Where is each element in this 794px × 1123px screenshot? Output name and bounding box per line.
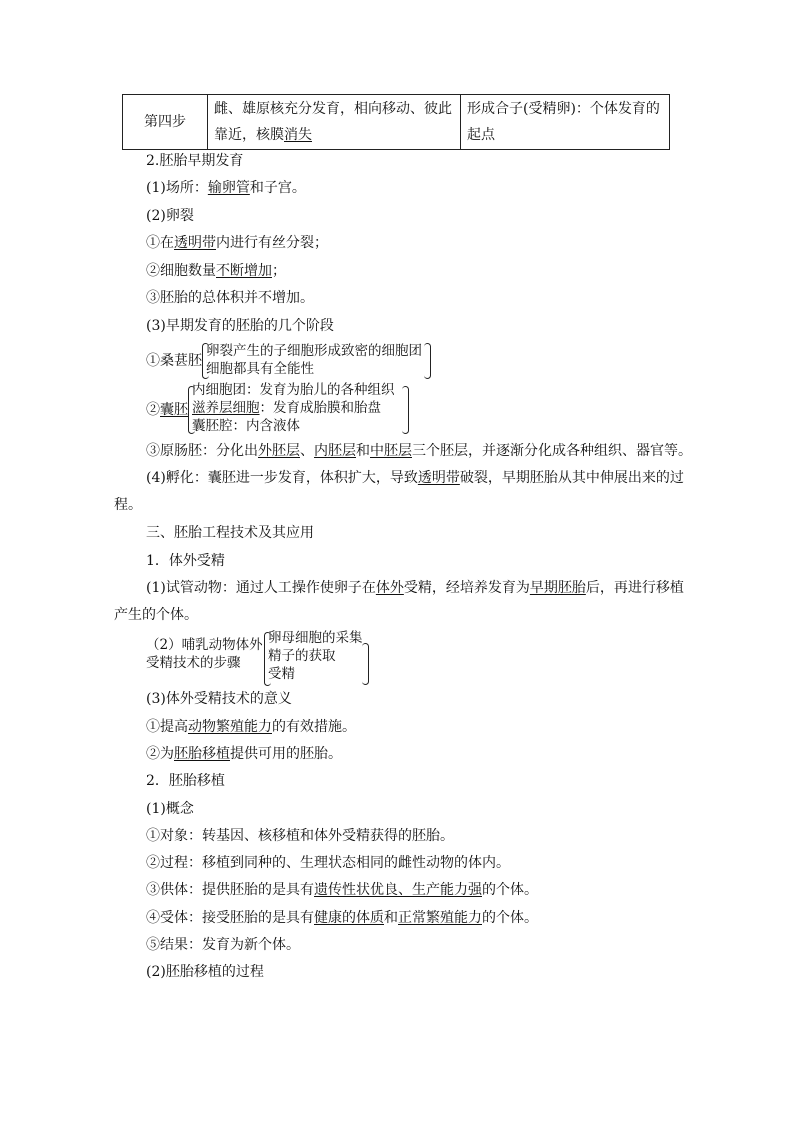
- paragraph: 产生的个体。: [114, 607, 198, 623]
- blastocyst-item: 囊胚腔：内含液体: [192, 418, 300, 434]
- section-title: 三、胚胎工程技术及其应用: [146, 525, 314, 541]
- subsection-title: 2．胚胎移植: [146, 773, 225, 789]
- subsection-title: 1．体外受精: [146, 553, 225, 569]
- paragraph: (2)卵裂: [146, 208, 194, 224]
- steps-item: 受精: [268, 666, 295, 682]
- paragraph: (4)孵化：囊胚进一步发育，体积扩大，导致透明带破裂，早期胚胎从其中伸展出来的过: [146, 470, 684, 486]
- paragraph: ②为胚胎移植提供可用的胚胎。: [146, 746, 342, 762]
- blastocyst-item: 滋养层细胞：发育成胎膜和胎盘: [192, 400, 381, 416]
- paragraph: ①对象：转基因、核移植和体外受精获得的胚胎。: [146, 828, 454, 844]
- paragraph: ②细胞数量不断增加；: [146, 263, 286, 279]
- paragraph: (3)早期发育的胚胎的几个阶段: [146, 318, 334, 334]
- paragraph: (1)概念: [146, 801, 194, 817]
- steps-label: （2）哺乳动物体外: [146, 637, 263, 653]
- paragraph: ③胚胎的总体积并不增加。: [146, 290, 314, 306]
- paragraph: (1)场所：输卵管和子宫。: [146, 180, 306, 196]
- table-cell-step: 第四步: [123, 95, 208, 150]
- paragraph: 程。: [114, 497, 142, 513]
- steps-item: 精子的获取: [268, 648, 336, 664]
- paragraph: (2)胚胎移植的过程: [146, 964, 264, 980]
- morula-item: 卵裂产生的子细胞形成致密的细胞团: [206, 343, 422, 359]
- table-cell-process: 雌、雄原核充分发育，相向移动、彼此 靠近，核膜消失: [208, 95, 461, 150]
- table-row: [123, 95, 670, 150]
- morula-item: 细胞都具有全能性: [206, 361, 314, 377]
- brace-right: [424, 343, 431, 379]
- morula-label: ①桑葚胚: [146, 353, 202, 369]
- paragraph: (1)试管动物：通过人工操作使卵子在体外受精，经培养发育为早期胚胎后，再进行移植: [146, 580, 684, 596]
- paragraph: ④受体：接受胚胎的是具有健康的体质和正常繁殖能力的个体。: [146, 910, 538, 926]
- table-cell-result: 形成合子(受精卵)：个体发育的 起点: [461, 95, 670, 150]
- brace-right: [362, 643, 369, 685]
- paragraph: ②过程：移植到同种的、生理状态相同的雌性动物的体内。: [146, 855, 510, 871]
- paragraph: ①在透明带内进行有丝分裂；: [146, 235, 328, 251]
- blastocyst-item: 内细胞团：发育为胎儿的各种组织: [192, 382, 395, 398]
- paragraph: ③原肠胚：分化出外胚层、内胚层和中胚层三个胚层，并逐渐分化成各种组织、器官等。: [146, 443, 692, 459]
- paragraph: ①提高动物繁殖能力的有效措施。: [146, 719, 356, 735]
- blastocyst-label: ②囊胚: [146, 402, 188, 418]
- step-table: [122, 94, 670, 150]
- section-title: 2.胚胎早期发育: [146, 153, 244, 169]
- brace-right: [402, 386, 409, 434]
- paragraph: (3)体外受精技术的意义: [146, 691, 292, 707]
- steps-label: 受精技术的步骤: [146, 655, 241, 671]
- steps-item: 卵母细胞的采集: [268, 630, 363, 646]
- paragraph: ⑤结果：发育为新个体。: [146, 937, 300, 953]
- paragraph: ③供体：提供胚胎的是具有遗传性状优良、生产能力强的个体。: [146, 882, 538, 898]
